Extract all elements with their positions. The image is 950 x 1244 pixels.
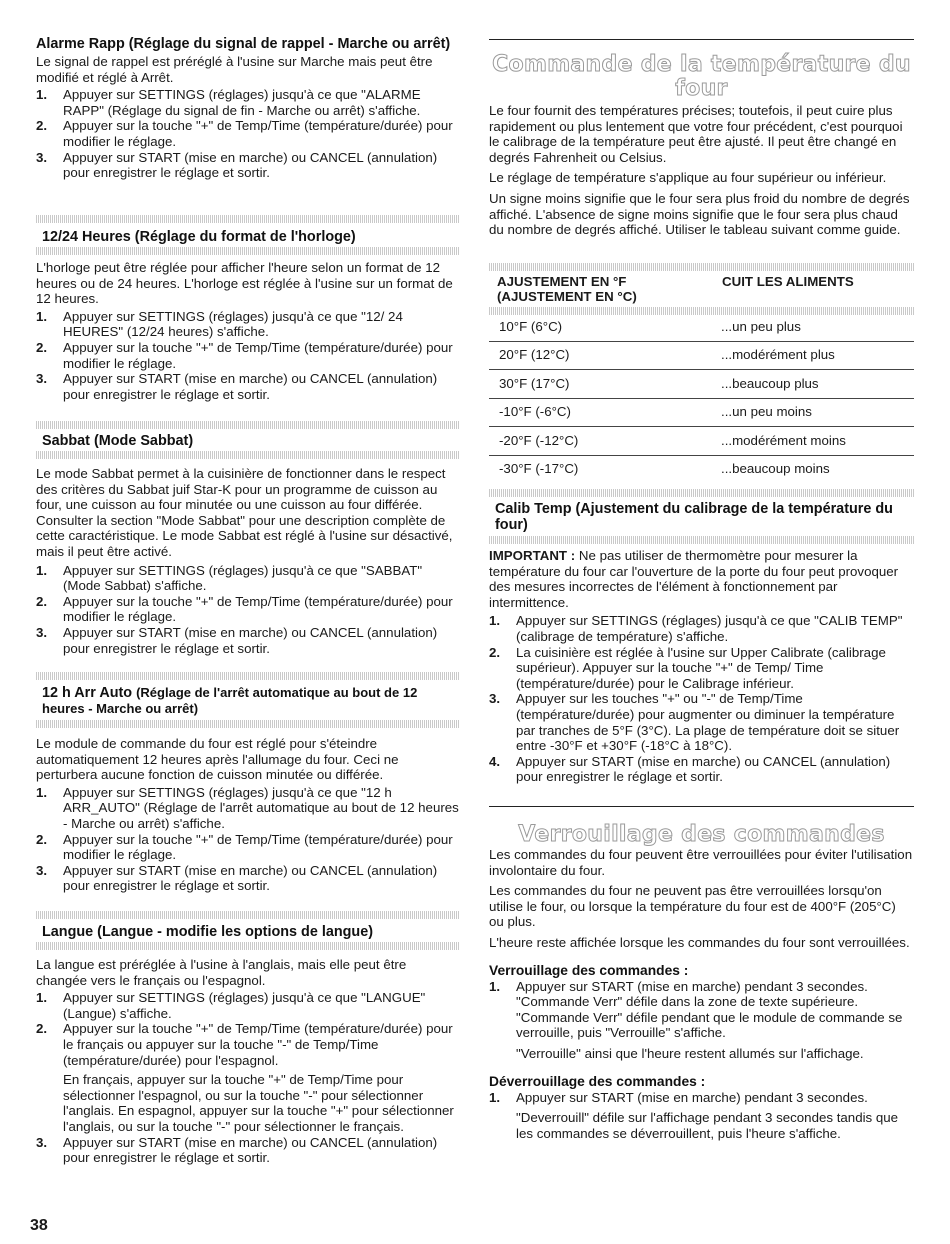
section-divider — [36, 720, 460, 728]
step-text: Appuyer sur START (mise en marche) pendant 3 secondes. — [516, 1089, 868, 1105]
step-text: Appuyer sur START (mise en marche) ou CANCEL (annulation) pour enregistrer le réglage et sortir. — [63, 149, 438, 181]
section-heading-temp-control: Commande de la température du four — [492, 52, 911, 101]
cell-result: ...modérément moins — [721, 427, 914, 456]
subheading-lock: Verrouillage des commandes : — [489, 962, 689, 978]
section-autooff — [36, 685, 460, 717]
step-text: Appuyer sur START (mise en marche) ou CANCEL (annulation) pour enregistrer le réglage et sortir. — [63, 1134, 438, 1166]
temp-control-body — [489, 103, 914, 238]
cell-result: ...un peu moins — [721, 398, 914, 427]
section-autooff-body — [36, 736, 460, 894]
step-text: La cuisinière est réglée à l'usine sur Upper Calibrate (calibrage supérieur). Appuyer sur la touche "+" de Temp/ Time (température/durée) pour le Calibrage inférieur. — [516, 644, 886, 691]
list-item: 1. Appuyer sur SETTINGS (réglages) jusqu'à ce que "ALARME RAPP" (Réglage du signal de fin - Marche ou arrêt) s'affiche. — [36, 87, 421, 118]
step-list — [489, 1090, 914, 1142]
table-header-result: CUIT LES ALIMENTS — [722, 274, 854, 289]
list-item: 2. Appuyer sur la touche "+" de Temp/Time (température/durée) pour modifier le réglage. — [36, 593, 453, 625]
step-text: Appuyer sur SETTINGS (réglages) jusqu'à ce que "12/ 24 HEURES" (12/24 heures) s'affiche. — [63, 308, 403, 340]
table-divider — [489, 263, 914, 271]
table-row — [489, 370, 914, 399]
step-text: Appuyer sur SETTINGS (réglages) jusqu'à ce que "ALARME RAPP" (Réglage du signal de fin - Marche ou arrêt) s'affiche. — [63, 87, 421, 118]
important-text: Ne pas utiliser de thermomètre pour mesurer la température du four car l'ouverture de la porte du four peut provoquer des mesures incorrectes de l'élément à fonctionnement par intermittence. — [489, 548, 899, 610]
cell-adjustment: 10°F (6°C) — [489, 313, 721, 341]
paragraph: Les commandes du four ne peuvent pas être verrouillées lorsqu'on utilise le four, ou lorsque la température du four est de 400°F (205°C) ou plus. — [489, 883, 896, 930]
important-note — [489, 548, 914, 610]
paragraph: Un signe moins signifie que le four sera plus froid du nombre de degrés affiché. L'absence de signe moins signifie que le four sera plus chaud du nombre de degrés affiché. Utiliser le tableau suivant comme guide. — [489, 190, 910, 238]
section-intro: Le module de commande du four est réglé pour s'éteindre automatiquement 12 heures après l'allumage du four. Ceci ne perturbera aucune fonction de cuisson minutée ou différée. — [36, 736, 399, 783]
section-language — [36, 924, 460, 940]
paragraph: Les commandes du four peuvent être verrouillées pour éviter l'utilisation involontaire du four. — [489, 847, 913, 878]
list-item: 1. Appuyer sur START (mise en marche) pendant 3 secondes. "Deverrouill" défile sur l'affichage pendant 3 secondes tandis que les commandes se déverrouillent, puis l'heure s'affiche. — [489, 1090, 914, 1142]
section-clock-body — [36, 260, 460, 402]
title-main: 12 h Arr Auto — [42, 685, 133, 701]
step-list — [489, 979, 914, 1062]
cell-adjustment: -10°F (-6°C) — [489, 398, 721, 427]
cell-result: ...modérément plus — [721, 341, 914, 370]
list-item: 1. Appuyer sur SETTINGS (réglages) jusqu'à ce que "12 h ARR_AUTO" (Réglage de l'arrêt automatique au bout de 12 heures - Marche ou arrêt) s'affiche. — [36, 784, 459, 831]
section-divider — [36, 672, 460, 680]
section-top-rule — [489, 806, 914, 807]
list-item: 3. Appuyer sur les touches "+" ou "-" de Temp/Time (température/durée) pour augmenter ou diminuer la température par tranches de 5°F (3°C). La plage de température doit se situer entre -30°F et +30°F (-18°C à 18°C). — [489, 691, 900, 754]
step-list — [36, 309, 460, 403]
section-title: Sabbat (Mode Sabbat) — [42, 433, 194, 449]
section-divider — [489, 489, 914, 497]
step-list — [36, 785, 460, 894]
list-item: 3. Appuyer sur START (mise en marche) ou CANCEL (annulation) pour enregistrer le réglage et sortir. — [36, 149, 438, 181]
cell-result: ...beaucoup moins — [721, 461, 830, 477]
section-divider — [36, 215, 460, 223]
step-text: Appuyer sur START (mise en marche) ou CANCEL (annulation) pour enregistrer le réglage et sortir. — [63, 624, 438, 656]
step-text: Appuyer sur la touche "+" de Temp/Time (température/durée) pour le français ou appuyer sur la touche "-" de Temp/Time (température/durée) pour l'espagnol. — [63, 1021, 453, 1068]
section-title — [36, 685, 460, 717]
section-sabbath — [36, 433, 460, 449]
list-item: 1. Appuyer sur SETTINGS (réglages) jusqu'à ce que "LANGUE" (Langue) s'affiche. — [36, 990, 426, 1021]
step-text: Appuyer sur START (mise en marche) ou CANCEL (annulation) pour enregistrer le réglage et sortir. — [63, 371, 438, 402]
page-number: 38 — [30, 1217, 48, 1234]
lock-body — [489, 847, 914, 1141]
cell-result: ...beaucoup plus — [721, 370, 914, 399]
list-item: 3. Appuyer sur START (mise en marche) ou CANCEL (annulation) pour enregistrer le réglage et sortir. — [36, 1134, 438, 1166]
section-divider — [36, 421, 460, 429]
cell-result: ...un peu plus — [721, 313, 914, 341]
adjustment-table — [489, 313, 914, 483]
step-list — [36, 990, 460, 1166]
list-item: 2. Appuyer sur la touche "+" de Temp/Time (température/durée) pour modifier le réglage. — [36, 831, 453, 863]
step-text: Appuyer sur START (mise en marche) pendant 3 secondes. "Commande Verr" défile dans la zone de texte supérieure. "Commande Verr" défile pendant que le module de commande se verrouille, puis "Verrouille" s'affiche. — [516, 978, 903, 1041]
step-text: Appuyer sur la touche "+" de Temp/Time (température/durée) pour modifier le réglage. — [63, 593, 453, 625]
step-text: Appuyer sur START (mise en marche) ou CANCEL (annulation) pour enregistrer le réglage et sortir. — [516, 753, 891, 785]
table-row — [489, 341, 914, 370]
cell-adjustment: 20°F (12°C) — [489, 341, 721, 370]
section-title: 12/24 Heures (Réglage du format de l'horloge) — [42, 229, 356, 245]
list-item: 2. Appuyer sur la touche "+" de Temp/Time (température/durée) pour modifier le réglage. — [36, 339, 453, 371]
important-label: IMPORTANT : — [489, 548, 576, 563]
section-divider — [36, 942, 460, 950]
section-divider — [36, 247, 460, 255]
step-note: "Verrouille" ainsi que l'heure restent allumés sur l'affichage. — [516, 1045, 864, 1061]
section-top-rule — [489, 39, 914, 40]
list-item: 4. Appuyer sur START (mise en marche) ou CANCEL (annulation) pour enregistrer le réglage et sortir. — [489, 753, 891, 785]
section-calib — [489, 501, 914, 533]
paragraph: L'heure reste affichée lorsque les commandes du four sont verrouillées. — [489, 934, 910, 950]
list-item: 2. La cuisinière est réglée à l'usine sur Upper Calibrate (calibrage supérieur). Appuyer sur la touche "+" de Temp/ Time (température/durée) pour le Calibrage inférieur. — [489, 644, 886, 691]
list-item: 2. Appuyer sur la touche "+" de Temp/Time (température/durée) pour modifier le réglage. — [36, 118, 453, 149]
step-text: Appuyer sur SETTINGS (réglages) jusqu'à ce que "SABBAT" (Mode Sabbat) s'affiche. — [63, 562, 423, 594]
paragraph: Le four fournit des températures précises; toutefois, il peut cuire plus rapidement ou plus lentement que votre four précédent, c'est pourquoi le calibrage de la température peut être ajusté. Il peut être changé en degrés Fahrenheit ou Celsius. — [489, 103, 903, 165]
section-divider — [36, 451, 460, 459]
title-sub: (Réglage de l'arrêt automatique au bout de 12 heures - Marche ou arrêt) — [42, 685, 418, 716]
table-row — [489, 427, 914, 456]
list-item: 1. Appuyer sur SETTINGS (réglages) jusqu'à ce que "CALIB TEMP" (calibrage de température) s'affiche. — [489, 613, 903, 644]
step-text: Appuyer sur la touche "+" de Temp/Time (température/durée) pour modifier le réglage. — [63, 831, 453, 863]
step-note: "Deverrouill" défile sur l'affichage pendant 3 secondes tandis que les commandes se déverrouillent, puis l'heure s'affiche. — [516, 1110, 899, 1141]
section-heading-lock: Verrouillage des commandes — [518, 822, 885, 847]
table-header-adjustment: AJUSTEMENT EN °F (AJUSTEMENT EN °C) — [497, 274, 637, 304]
subheading-unlock: Déverrouillage des commandes : — [489, 1073, 706, 1089]
section-intro: Le mode Sabbat permet à la cuisinière de fonctionner dans le respect des critères du Sabbat juif Star-K pour un programme de cuisson au four, une cuisson au four minutée ou une cuisson au four différée. Consulter la section "Mode Sabbat" pour une description complète de cette caractéristique. Le mode Sabbat est réglé à l'usine sur désactivé, mais il peut être activé. — [36, 466, 453, 559]
step-list — [36, 87, 460, 181]
step-text: Appuyer sur SETTINGS (réglages) jusqu'à ce que "12 h ARR_AUTO" (Réglage de l'arrêt automatique au bout de 12 heures - Marche ou arrêt) s'affiche. — [63, 784, 459, 831]
table-row — [489, 455, 914, 483]
section-intro: Le signal de rappel est préréglé à l'usine sur Marche mais peut être modifié et réglé à Arrêt. — [36, 54, 433, 85]
section-clock — [36, 229, 460, 245]
list-item: 2. Appuyer sur la touche "+" de Temp/Time (température/durée) pour le français ou appuyer sur la touche "-" de Temp/Time (température/durée) pour l'espagnol. En français, appuyer sur la touche "+" de Temp/Time pour sélectionner l'espagnol, ou sur la touche "-" pour sélectionner l'anglais. En espagnol, appuyer sur la touche "+" pour sélectionner l'anglais, ou sur la touche "-" pour sélectionner le français. — [36, 1021, 460, 1134]
step-text: Appuyer sur SETTINGS (réglages) jusqu'à ce que "CALIB TEMP" (calibrage de température) s'affiche. — [516, 613, 903, 644]
cell-adjustment: -30°F (-17°C) — [499, 461, 579, 477]
step-list — [36, 563, 460, 657]
step-text: Appuyer sur la touche "+" de Temp/Time (température/durée) pour modifier le réglage. — [63, 118, 453, 149]
list-item: 3. Appuyer sur START (mise en marche) ou CANCEL (annulation) pour enregistrer le réglage et sortir. — [36, 624, 438, 656]
paragraph: Le réglage de température s'applique au four supérieur ou inférieur. — [489, 170, 887, 186]
section-title: Langue (Langue - modifie les options de langue) — [42, 924, 373, 940]
section-divider — [36, 911, 460, 919]
step-list — [489, 613, 914, 785]
section-calib-body — [489, 548, 914, 785]
cell-adjustment: 30°F (17°C) — [489, 370, 721, 399]
section-intro: La langue est préréglée à l'usine à l'anglais, mais elle peut être changée vers le français ou l'espagnol. — [36, 957, 407, 988]
section-intro: L'horloge peut être réglée pour afficher l'heure selon un format de 12 heures ou de 24 heures. L'horloge est réglée à l'usine sur un format de 12 heures. — [36, 260, 453, 307]
step-note: En français, appuyer sur la touche "+" de Temp/Time pour sélectionner l'espagnol, ou sur la touche "-" pour sélectionner l'anglais. En espagnol, appuyer sur la touche "+" pour sélectionner l'anglais, ou sur la touche "-" pour sélectionner le français. — [63, 1072, 454, 1134]
list-item: 1. Appuyer sur SETTINGS (réglages) jusqu'à ce que "12/ 24 HEURES" (12/24 heures) s'affiche. — [36, 308, 403, 340]
section-title: Calib Temp (Ajustement du calibrage de la température du four) — [495, 501, 893, 533]
table-row — [489, 398, 914, 427]
section-divider — [489, 536, 914, 544]
step-text: Appuyer sur les touches "+" ou "-" de Temp/Time (température/durée) pour augmenter ou diminuer la température par tranches de 5°F (3°C). La plage de température doit se situer entre -30°F et +30°F (-18°C à 18°C). — [516, 691, 900, 754]
cell-adjustment: -20°F (-12°C) — [489, 427, 721, 456]
list-item: 1. Appuyer sur START (mise en marche) pendant 3 secondes. "Commande Verr" défile dans la zone de texte supérieure. "Commande Verr" défile pendant que le module de commande se verrouille, puis "Verrouille" s'affiche. "Verrouille" ainsi que l'heure restent allumés sur l'affichage. — [489, 979, 914, 1062]
section-language-body — [36, 957, 460, 1166]
section-alarm — [36, 36, 460, 181]
section-sabbath-body — [36, 466, 460, 656]
table-row — [489, 313, 914, 341]
step-text: Appuyer sur la touche "+" de Temp/Time (température/durée) pour modifier le réglage. — [63, 339, 453, 371]
section-title: Alarme Rapp (Réglage du signal de rappel - Marche ou arrêt) — [36, 36, 451, 52]
step-text: Appuyer sur SETTINGS (réglages) jusqu'à ce que "LANGUE" (Langue) s'affiche. — [63, 990, 426, 1021]
list-item: 3. Appuyer sur START (mise en marche) ou CANCEL (annulation) pour enregistrer le réglage et sortir. — [36, 371, 438, 402]
step-text: Appuyer sur START (mise en marche) ou CANCEL (annulation) pour enregistrer le réglage et sortir. — [63, 862, 438, 894]
list-item: 1. Appuyer sur SETTINGS (réglages) jusqu'à ce que "SABBAT" (Mode Sabbat) s'affiche. — [36, 562, 423, 594]
list-item: 3. Appuyer sur START (mise en marche) ou CANCEL (annulation) pour enregistrer le réglage et sortir. — [36, 862, 438, 894]
